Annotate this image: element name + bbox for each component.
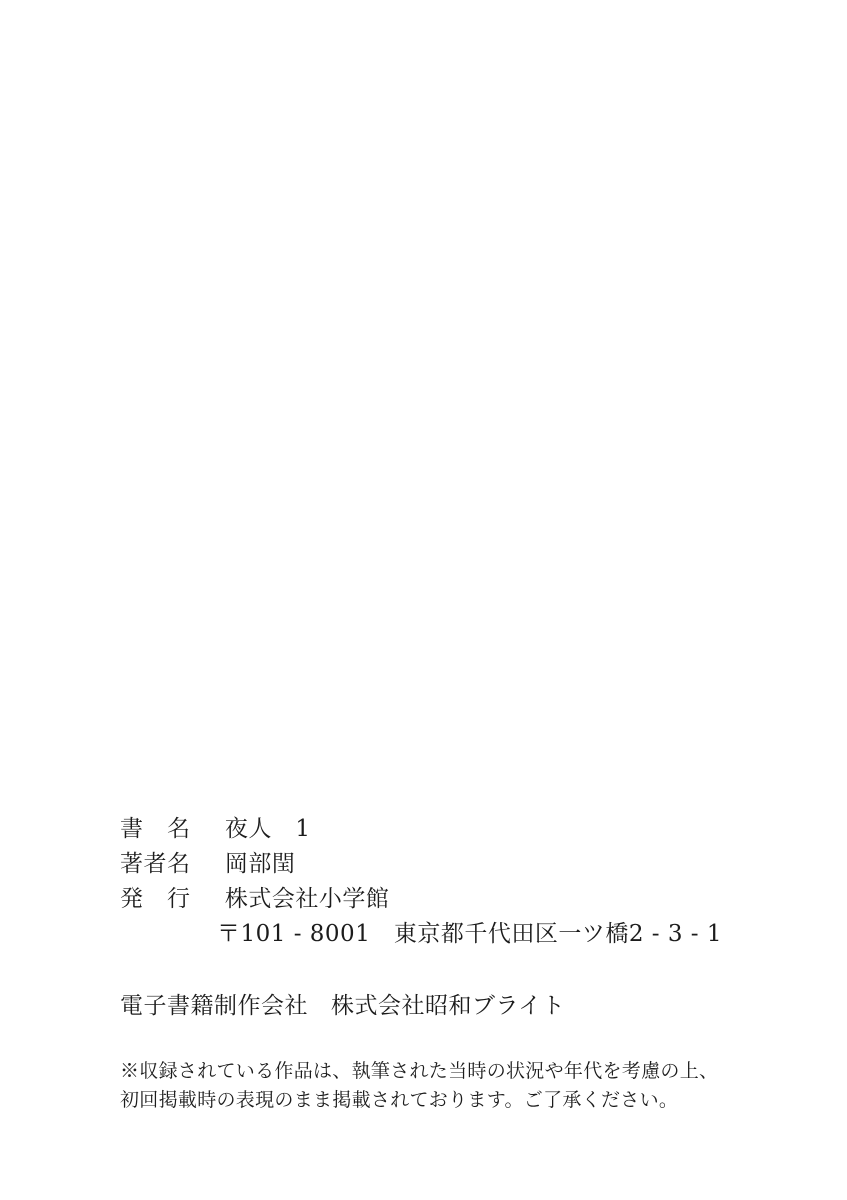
disclaimer-line-2: 初回掲載時の表現のまま掲載されております。ご了承ください。 [120, 1089, 679, 1111]
ebook-producer-value: 株式会社昭和ブライト [331, 993, 566, 1019]
book-title-value: 夜人 1 [224, 816, 311, 842]
author-value: 岡部閏 [224, 851, 296, 877]
disclaimer-line-1: ※収録されている作品は、執筆された当時の状況や年代を考慮の上、 [120, 1060, 719, 1082]
colophon-block [120, 812, 722, 1115]
book-title-label: 書 名 [120, 816, 191, 842]
ebook-producer-label: 電子書籍制作会社 [120, 993, 308, 1019]
book-title-row [120, 812, 722, 847]
publisher-row [120, 882, 722, 917]
disclaimer-block [120, 1057, 722, 1115]
ebook-producer-row [120, 989, 722, 1024]
publisher-value: 株式会社小学館 [224, 886, 390, 912]
publisher-address: 〒101 - 8001 東京都千代田区一ツ橋2 - 3 - 1 [217, 921, 723, 947]
author-label: 著者名 [120, 851, 191, 877]
publisher-label: 発 行 [120, 886, 191, 912]
author-row [120, 847, 722, 882]
publisher-address-row [120, 917, 722, 952]
